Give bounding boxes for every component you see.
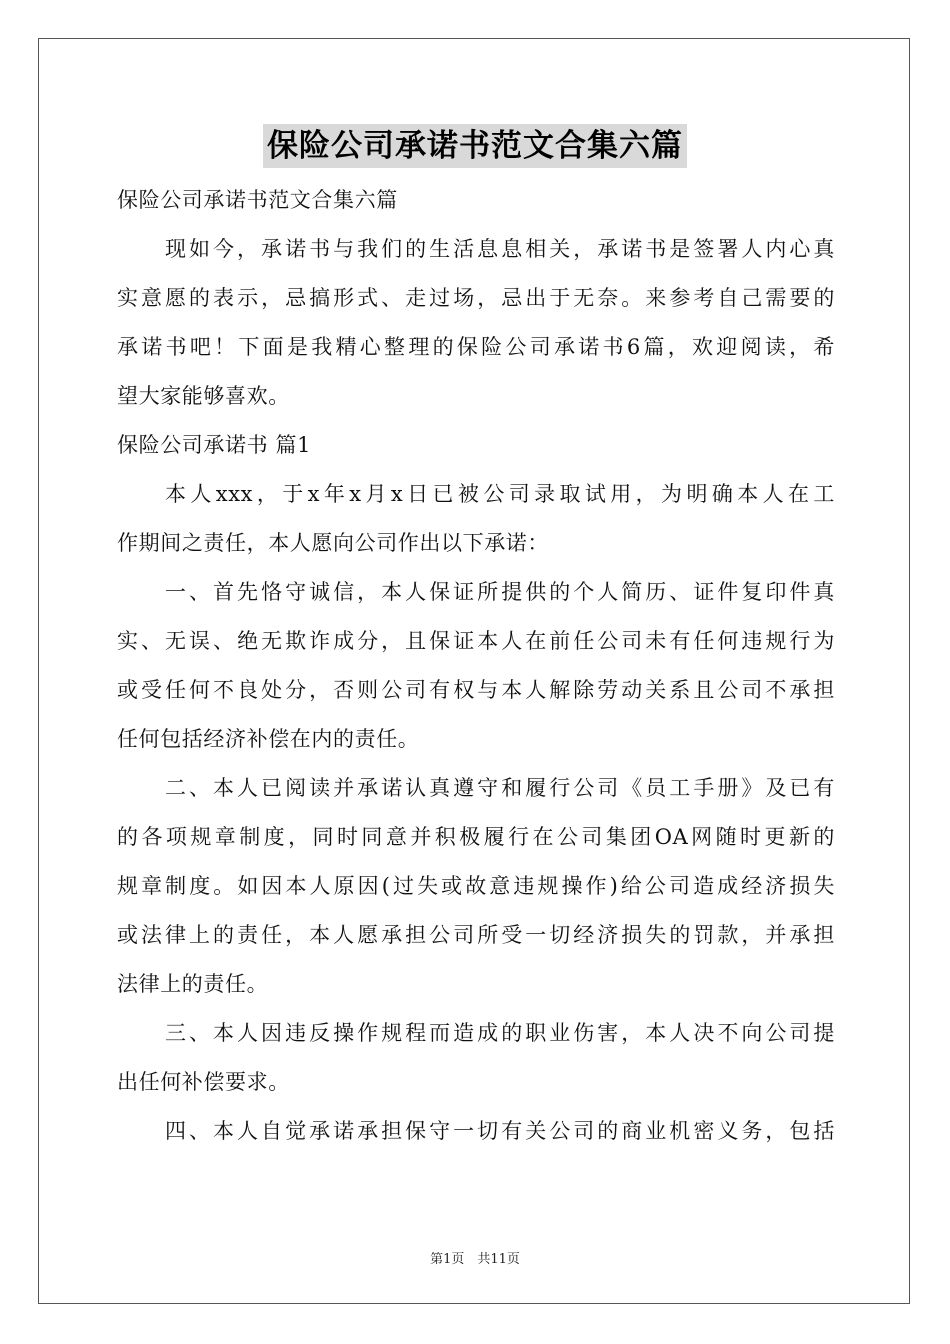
text-line: 保险公司承诺书范文合集六篇 [117, 188, 398, 212]
text-line: 实意愿的表示，忌搞形式、走过场，忌出于无奈。来参考自己需要的 [117, 286, 835, 310]
text-line: 望大家能够喜欢。 [117, 384, 290, 408]
text-line: 或法律上的责任，本人愿承担公司所受一切经济损失的罚款，并承担 [117, 923, 835, 947]
page-footer: 第1页 共11页 [430, 1252, 520, 1267]
text-line: 作期间之责任，本人愿向公司作出以下承诺： [117, 531, 549, 555]
text-line: 出任何补偿要求。 [117, 1070, 290, 1094]
document-title: 保险公司承诺书范文合集六篇 [263, 124, 687, 168]
text-line: 保险公司承诺书 篇1 [117, 433, 312, 457]
text-line: 本人xxx，于x年x月x日已被公司录取试用，为明确本人在工 [165, 482, 835, 506]
text-line: 实、无误、绝无欺诈成分，且保证本人在前任公司未有任何违规行为 [117, 629, 835, 653]
document-body [117, 176, 835, 1156]
text-line: 的各项规章制度，同时同意并积极履行在公司集团OA网随时更新的 [117, 825, 835, 849]
text-line: 承诺书吧！下面是我精心整理的保险公司承诺书6篇，欢迎阅读，希 [117, 335, 835, 359]
text-line: 现如今，承诺书与我们的生活息息相关，承诺书是签署人内心真 [165, 237, 835, 261]
title-wrap [0, 124, 950, 168]
text-line: 二、本人已阅读并承诺认真遵守和履行公司《员工手册》及已有 [165, 776, 835, 800]
text-line: 任何包括经济补偿在内的责任。 [117, 727, 420, 751]
text-line: 法律上的责任。 [117, 972, 269, 996]
text-line: 或受任何不良处分，否则公司有权与本人解除劳动关系且公司不承担 [117, 678, 835, 702]
text-line: 一、首先恪守诚信，本人保证所提供的个人简历、证件复印件真 [165, 580, 835, 604]
text-line: 四、本人自觉承诺承担保守一切有关公司的商业机密义务，包括 [165, 1119, 835, 1143]
text-line: 规章制度。如因本人原因(过失或故意违规操作)给公司造成经济损失 [117, 874, 835, 898]
text-line: 三、本人因违反操作规程而造成的职业伤害，本人决不向公司提 [165, 1021, 835, 1045]
